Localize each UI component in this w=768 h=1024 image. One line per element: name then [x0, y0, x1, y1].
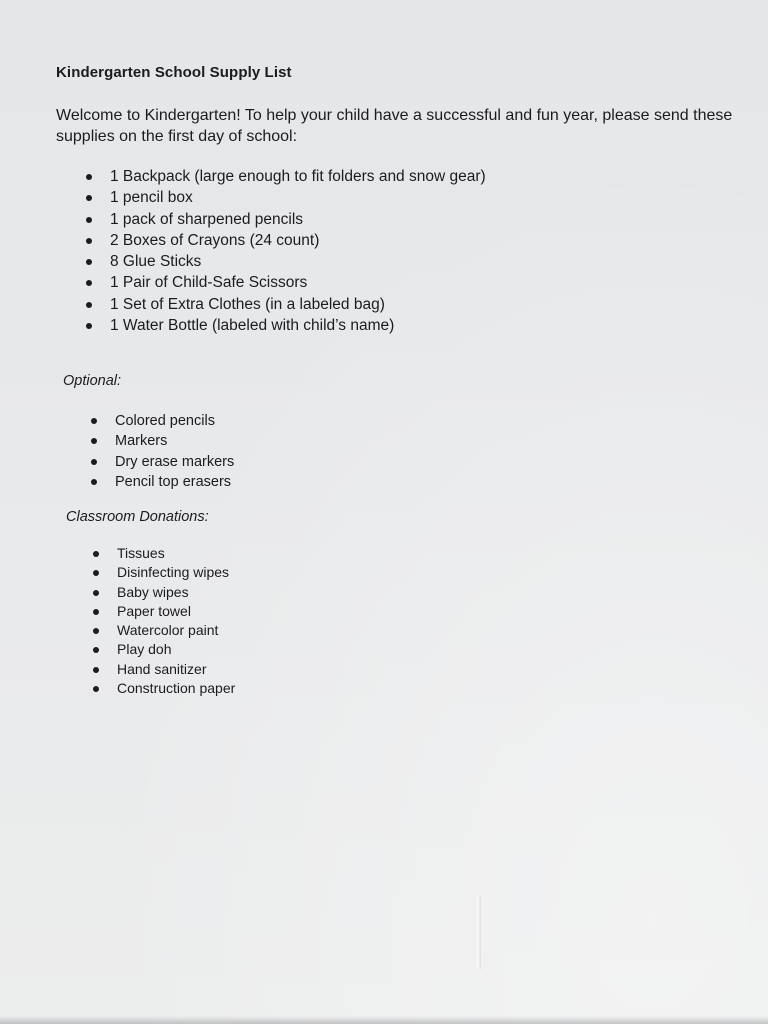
list-item: 2 Boxes of Crayons (24 count) — [110, 230, 486, 251]
document-title: Kindergarten School Supply List — [56, 64, 292, 81]
list-item: Tissues — [117, 544, 235, 563]
list-item: 1 Set of Extra Clothes (in a labeled bag) — [110, 294, 486, 315]
list-item: 1 pencil box — [110, 187, 486, 208]
optional-list — [115, 411, 234, 492]
list-item: Markers — [115, 431, 234, 451]
list-item: Watercolor paint — [117, 621, 235, 640]
list-item: Hand sanitizer — [117, 660, 235, 679]
list-item: Dry erase markers — [115, 452, 234, 472]
list-item: Paper towel — [117, 602, 235, 621]
optional-heading: Optional: — [63, 373, 122, 389]
intro-paragraph: Welcome to Kindergarten! To help your child have a successful and fun year, please send these supplies on the first day of school: — [56, 107, 733, 145]
list-item: 1 Water Bottle (labeled with child’s name) — [110, 315, 486, 336]
paper-crease — [477, 895, 481, 970]
list-item: 8 Glue Sticks — [110, 251, 486, 272]
bottom-shadow — [0, 1016, 768, 1024]
list-item: 1 pack of sharpened pencils — [110, 209, 486, 230]
donations-list — [117, 544, 235, 698]
list-item: 1 Pair of Child-Safe Scissors — [110, 272, 486, 293]
list-item: Colored pencils — [115, 411, 234, 431]
list-item: Disinfecting wipes — [117, 563, 235, 582]
list-item: Play doh — [117, 640, 235, 659]
list-item: Pencil top erasers — [115, 472, 234, 492]
list-item: Construction paper — [117, 679, 235, 698]
supply-list — [110, 166, 486, 336]
list-item: 1 Backpack (large enough to fit folders and snow gear) — [110, 166, 486, 187]
list-item: Baby wipes — [117, 583, 235, 602]
donations-heading: Classroom Donations: — [66, 509, 209, 525]
